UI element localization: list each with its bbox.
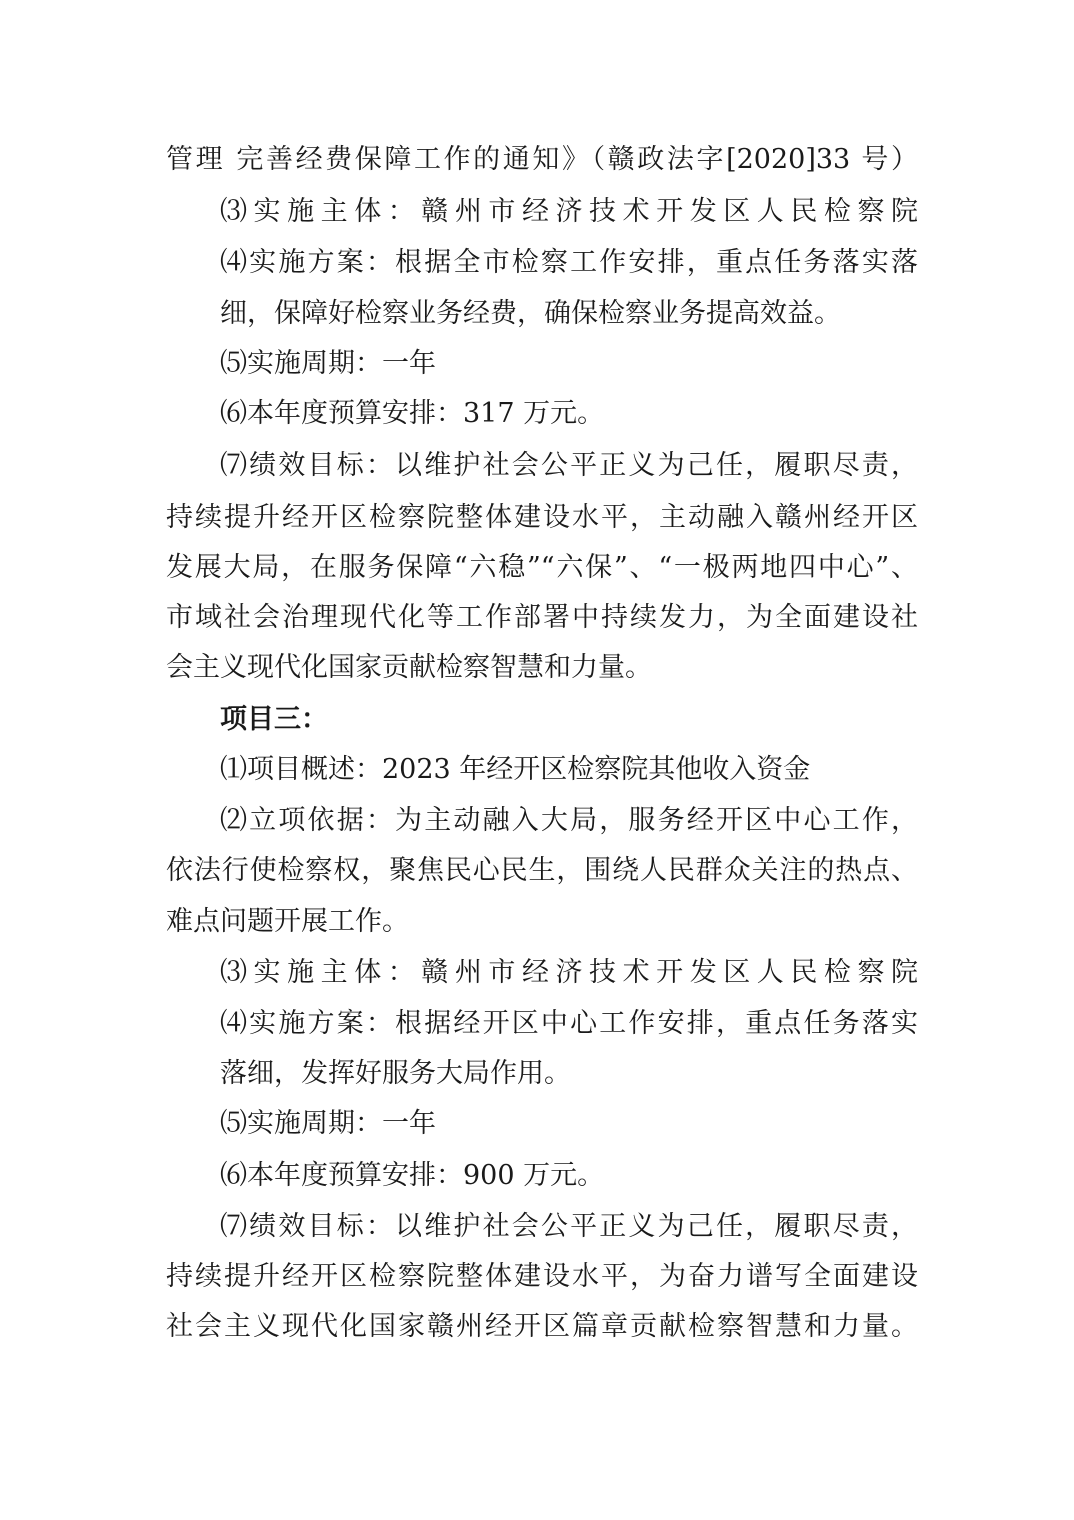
text-line: ⑸实施周期：一年	[220, 348, 436, 379]
text-line: ⑺绩效目标：以维护社会公平正义为己任，履职尽责，	[220, 1211, 918, 1242]
section-heading: 项目三：	[220, 704, 328, 735]
text-line: ⑹本年度预算安排：900 万元。	[220, 1160, 605, 1191]
text-line: 管理 完善经费保障工作的通知》（赣政法字[2020]33 号）	[166, 144, 918, 175]
text-line: 发展大局，在服务保障“六稳”“六保”、“一极两地四中心”、	[166, 552, 918, 583]
text-line: ⑵立项依据：为主动融入大局，服务经开区中心工作，	[220, 805, 918, 836]
text-line: ⑸实施周期：一年	[220, 1108, 436, 1139]
text-line: 会主义现代化国家贡献检察智慧和力量。	[166, 652, 652, 683]
text-line: ⑷实施方案：根据全市检察工作安排，重点任务落实落	[220, 247, 918, 278]
text-line: 社会主义现代化国家赣州经开区篇章贡献检察智慧和力量。	[166, 1311, 918, 1342]
text-line: ⑷实施方案：根据经开区中心工作安排，重点任务落实	[220, 1008, 918, 1039]
text-line: ⑴项目概述：2023 年经开区检察院其他收入资金	[220, 754, 811, 785]
text-line: ⑶实施主体：赣州市经济技术开发区人民检察院	[220, 957, 918, 988]
text-line: ⑶实施主体：赣州市经济技术开发区人民检察院	[220, 196, 918, 227]
text-line: ⑹本年度预算安排：317 万元。	[220, 398, 605, 429]
text-line: 持续提升经开区检察院整体建设水平，主动融入赣州经开区	[166, 502, 918, 533]
text-line: 难点问题开展工作。	[166, 906, 409, 937]
text-line: 依法行使检察权，聚焦民心民生，围绕人民群众关注的热点、	[166, 855, 918, 886]
text-line: 市域社会治理现代化等工作部署中持续发力，为全面建设社	[166, 602, 918, 633]
text-line: ⑺绩效目标：以维护社会公平正义为己任，履职尽责，	[220, 450, 918, 481]
text-line: 落细，发挥好服务大局作用。	[220, 1058, 571, 1089]
text-line: 细，保障好检察业务经费，确保检察业务提高效益。	[220, 298, 841, 329]
text-line: 持续提升经开区检察院整体建设水平，为奋力谱写全面建设	[166, 1261, 918, 1292]
